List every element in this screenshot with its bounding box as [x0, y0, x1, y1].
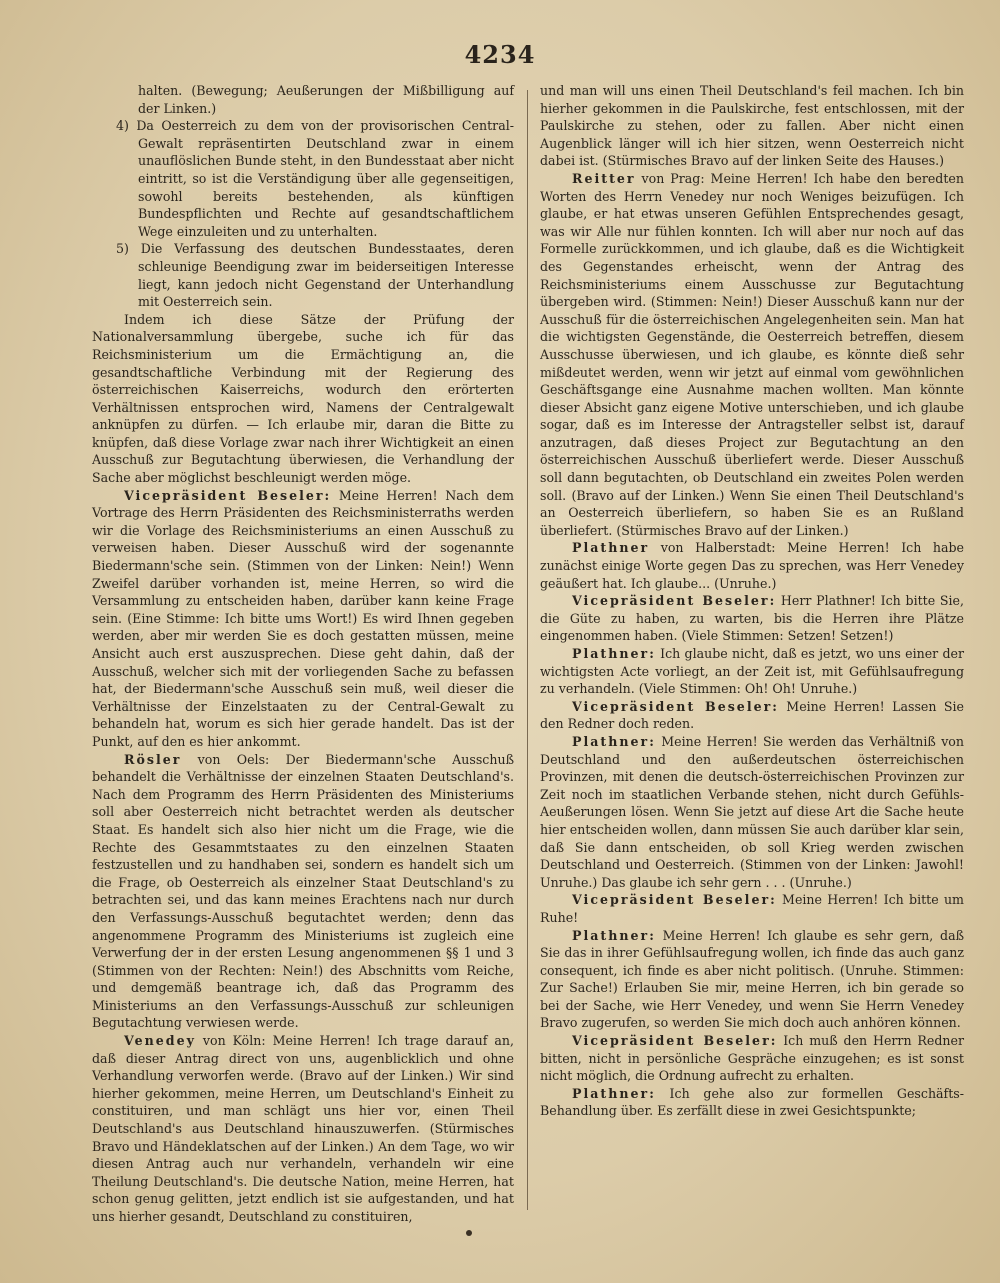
speaker-name: Plathner:	[572, 927, 656, 943]
list-item: 4) Da Oesterreich zu dem von der provisorischen Central-Gewalt repräsentirten Deutschland zwar in einem unauflöslichen Bunde steht, in den Bundesstaat aber nicht eintritt, so ist die Verständigung über alle gegenseitigen, sowohl bereits bestehenden, als künftigen Bundespflichten und Rechte auf gesandtschaftlichem Wege einzuleiten und zu unterhalten.	[116, 118, 514, 239]
speech-text: Meine Herren! Nach dem Vortrage des Herrn Präsidenten des Reichsministerraths werden wir die Vorlage des Reichsministeriums an einen Ausschuß zu verweisen haben. Dieser Ausschuß wird der sogenannte Biedermann'sche sein. (Stimmen von der Linken: Nein!) Wenn Zweifel darüber vorhanden ist, meine Herren, so wird die Versammlung zu entscheiden haben, darüber kann keine Frage sein. (Eine Stimme: Ich bitte ums Wort!) Es wird Ihnen gegeben werden, aber mir werden Sie es doch gestatten müssen, meine Ansicht auch erst auszusprechen. Diese geht dahin, daß der Ausschuß, welcher sich mit der vorliegenden Sache zu befassen hat, der Biedermann'sche Ausschuß sein muß, weil dieser die Verhältnisse der Einzelstaaten zu der Central-Gewalt zu behandeln hat, worum es sich hier gerade handelt. Das ist der Punkt, auf den es hier ankommt.	[92, 487, 514, 749]
paragraph: halten. (Bewegung; Aeußerungen der Mißbilligung auf der Linken.)	[138, 83, 514, 116]
speech-text: Meine Herren! Ich habe zunächst einige Worte gegen Das zu sprechen, was Herr Venedey geäußert hat. Ich glaube... (Unruhe.)	[540, 540, 965, 591]
speech-paragraph	[540, 170, 964, 539]
speech-paragraph	[92, 1032, 514, 1226]
speaker-name: Rösler	[124, 751, 182, 767]
speaker-place: von Oels:	[181, 751, 270, 767]
page-number: 4234	[464, 40, 536, 69]
speech-paragraph	[540, 1032, 964, 1085]
speaker-name: Vicepräsident Beseler:	[572, 593, 777, 609]
speech-paragraph	[540, 733, 964, 891]
speech-paragraph	[540, 539, 964, 592]
speech-text: Meine Herren! Lassen Sie den Redner doch reden.	[540, 698, 964, 732]
speech-text: Herr Plathner! Ich bitte Sie, die Güte zu haben, zu warten, bis die Herren ihre Plätze eingenommen haben. (Viele Stimmen: Setzen! Setzen!)	[540, 593, 964, 644]
speaker-name: Reitter	[572, 170, 636, 186]
paragraph: und man will uns einen Theil Deutschland's feil machen. Ich bin hierher gekommen in die Paulskirche, fest entschlossen, mit der Paulskirche zu stehen, oder zu fallen. Aber nicht einen Augenblick länger will ich hier sitzen, wenn Oesterreich nicht dabei ist. (Stürmisches Bravo auf der linken Seite des Hauses.)	[540, 83, 964, 169]
speaker-place: von Köln:	[195, 1033, 266, 1049]
speaker-name: Vicepräsident Beseler:	[572, 698, 779, 714]
speaker-place: von Prag:	[635, 170, 705, 186]
speech-text: Ich gehe also zur formellen Geschäfts-Behandlung über. Es zerfällt diese in zwei Gesichtspunkte;	[540, 1085, 964, 1119]
speech-text: Meine Herren! Ich bitte um Ruhe!	[540, 892, 964, 925]
speech-paragraph	[540, 592, 964, 645]
speech-paragraph	[92, 487, 514, 751]
speech-paragraph	[540, 698, 964, 733]
left-column	[92, 82, 514, 1226]
printer-mark	[466, 1230, 472, 1236]
speaker-name: Plathner:	[572, 646, 656, 661]
speech-paragraph	[540, 645, 964, 698]
speaker-name: Plathner:	[572, 733, 656, 749]
paragraph: Indem ich diese Sätze der Prüfung der Nationalversammlung übergebe, suche ich für das Reichsministerium um die Ermächtigung an, die gesandtschaftliche Verbindung mit der Regierung des österreichischen Kaiserreichs, wodurch den erörterten Verhältnissen entsprochen wird, Namens der Centralgewalt anknüpfen zu dürfen. — Ich erlaube mir, daran die Bitte zu knüpfen, daß diese Vorlage zwar nach ihrer Wichtigkeit an einen Ausschuß zur Begutachtung überwiesen, die Verhandlung der Sache aber möglichst beschleunigt werden möge.	[92, 311, 514, 486]
speech-text: Meine Herren! Ich trage darauf an, daß dieser Antrag direct von uns, augenblicklich und ohne Verhandlung verworfen werde. (Bravo auf der Linken.) Wir sind hierher gekommen, meine Herren, um Deutschland's Einheit zu constituiren, und man schlägt uns hier vor, einen Theil Deutschland's aus Deutschland hinauszuwerfen. (Stürmisches Bravo und Händeklatschen auf der Linken.) An dem Tage, wo wir diesen Antrag auch nur verhandeln, verhandeln wir eine Theilung Deutschland's. Die deutsche Nation, meine Herren, hat schon genug gelitten, jetzt endlich ist sie aufgestanden, und hat uns hierher gesandt, Deutschland zu constituiren,	[92, 1033, 514, 1224]
speech-text: Der Biedermann'sche Ausschuß behandelt die Verhältnisse der einzelnen Staaten Deutschland's. Nach dem Programm des Herrn Präsidenten des Ministeriums soll aber Oesterreich nicht betrachtet werden als deutscher Staat. Es handelt sich also hier nicht um die Frage, wie die Rechte des Gesammtstaates zu den einzelnen Staaten festzustellen und zu handhaben sei, sondern es handelt sich um die Frage, ob Oesterreich als einzelner Staat Deutschland's zu betrachten sei, und das kann meines Erachtens nach nur durch den Verfassungs-Ausschuß begutachtet werden; denn das angenommene Programm des Ministeriums ist zugleich eine Verwerfung der in der ersten Lesung angenommenen §§ 1 und 3 (Stimmen von der Rechten: Nein!) des Abschnitts vom Reiche, und demgemäß beantrage ich, daß das Programm des Ministeriums an den Verfassungs-Ausschuß zur schleunigen Begutachtung verwiesen werde.	[92, 751, 514, 1031]
speech-paragraph	[540, 1085, 964, 1120]
column-divider	[527, 90, 528, 1210]
list-item: 5) Die Verfassung des deutschen Bundesstaates, deren schleunige Beendigung zwar im beiderseitigen Interesse liegt, kann jedoch nicht Gegenstand der Unterhandlung mit Oesterreich sein.	[116, 241, 514, 310]
speaker-name: Plathner:	[572, 1085, 656, 1101]
speech-text: Meine Herren! Sie werden das Verhältniß von Deutschland und den außerdeutschen österreichischen Provinzen, mit denen die deutsch-österreichischen Provinzen zur Zeit noch im staatlichen Verbande stehen, nicht durch Gefühls-Aeußerungen lösen. Wenn Sie jetzt auf diese Art die Sache heute hier entscheiden wollen, dann müssen Sie auch darüber klar sein, daß Sie dann entscheiden, ob soll Krieg werden zwischen Deutschland und Oesterreich. (Stimmen von der Linken: Jawohl! Unruhe.) Das glaube ich sehr gern . . . (Unruhe.)	[540, 733, 964, 890]
speaker-place: von Halberstadt:	[649, 540, 776, 556]
speech-text: Meine Herren! Ich habe den beredten Worten des Herrn Venedey nur noch Weniges beizufügen. Ich glaube, er hat etwas unseren Gefühlen Entsprechendes gesagt, was wir Alle nur fühlen konnten. Ich will aber nur noch auf das Formelle zurückkommen, und ich glaube, daß es die Wichtigkeit des Gegenstandes erheischt, wenn der Antrag des Reichsministeriums einem Ausschusse zur Begutachtung übergeben wird. (Stimmen: Nein!) Dieser Ausschuß kann nur der Ausschuß für die österreichischen Angelegenheiten sein. Man hat die wichtigsten Gegenstände, die Oesterreich betreffen, diesem Ausschusse überwiesen, und ich glaube, es könnte dieß sehr mißdeutet werden, wenn wir jetzt auf einmal vom gewöhnlichen Geschäftsgange eine Ausnahme machen wollten. Man könnte dieser Absicht ganz eigene Motive unterschieben, und ich glaube sogar, daß es im Interesse der Antragsteller selbst ist, darauf anzutragen, daß dieses Project zur Begutachtung an den österreichischen Ausschuß überliefert werde. Dieser Ausschuß soll dann begutachten, ob Deutschland ein zweites Polen werden soll. (Bravo auf der Linken.) Wenn Sie einen Theil Deutschland's an Oesterreich überliefern, so haben Sie es an Rußland überliefert. (Stürmisches Bravo auf der Linken.)	[540, 170, 964, 538]
speaker-name: Vicepräsident Beseler:	[124, 487, 332, 503]
speech-text: Ich muß den Herrn Redner bitten, nicht in persönliche Gespräche einzugehen; es ist sonst nicht möglich, die Ordnung aufrecht zu erhalten.	[540, 1033, 964, 1084]
speech-text: Ich glaube nicht, daß es jetzt, wo uns einer der wichtigsten Acte vorliegt, an der Zeit ist, mit Gefühlsaufregung zu verhandeln. (Viele Stimmen: Oh! Oh! Unruhe.)	[540, 646, 964, 697]
speech-paragraph	[540, 927, 964, 1033]
speaker-name: Vicepräsident Beseler:	[572, 1033, 778, 1049]
speaker-name: Plathner	[572, 540, 650, 556]
speaker-name: Vicepräsident Beseler:	[572, 892, 777, 908]
speech-paragraph	[92, 751, 514, 1033]
right-column	[540, 82, 964, 1120]
speech-paragraph	[540, 891, 964, 926]
speech-text: Meine Herren! Ich glaube es sehr gern, daß Sie das in ihrer Gefühlsaufregung wollen, ich finde das auch ganz consequent, ich finde es aber nicht politisch. (Unruhe. Stimmen: Zur Sache!) Erlauben Sie mir, meine Herren, ich bin gerade so bei der Sache, wie Herr Venedey, und wenn Sie Herrn Venedey Bravo zugerufen, so werden Sie mich doch auch anhören können.	[540, 927, 964, 1031]
speaker-name: Venedey	[124, 1033, 196, 1049]
